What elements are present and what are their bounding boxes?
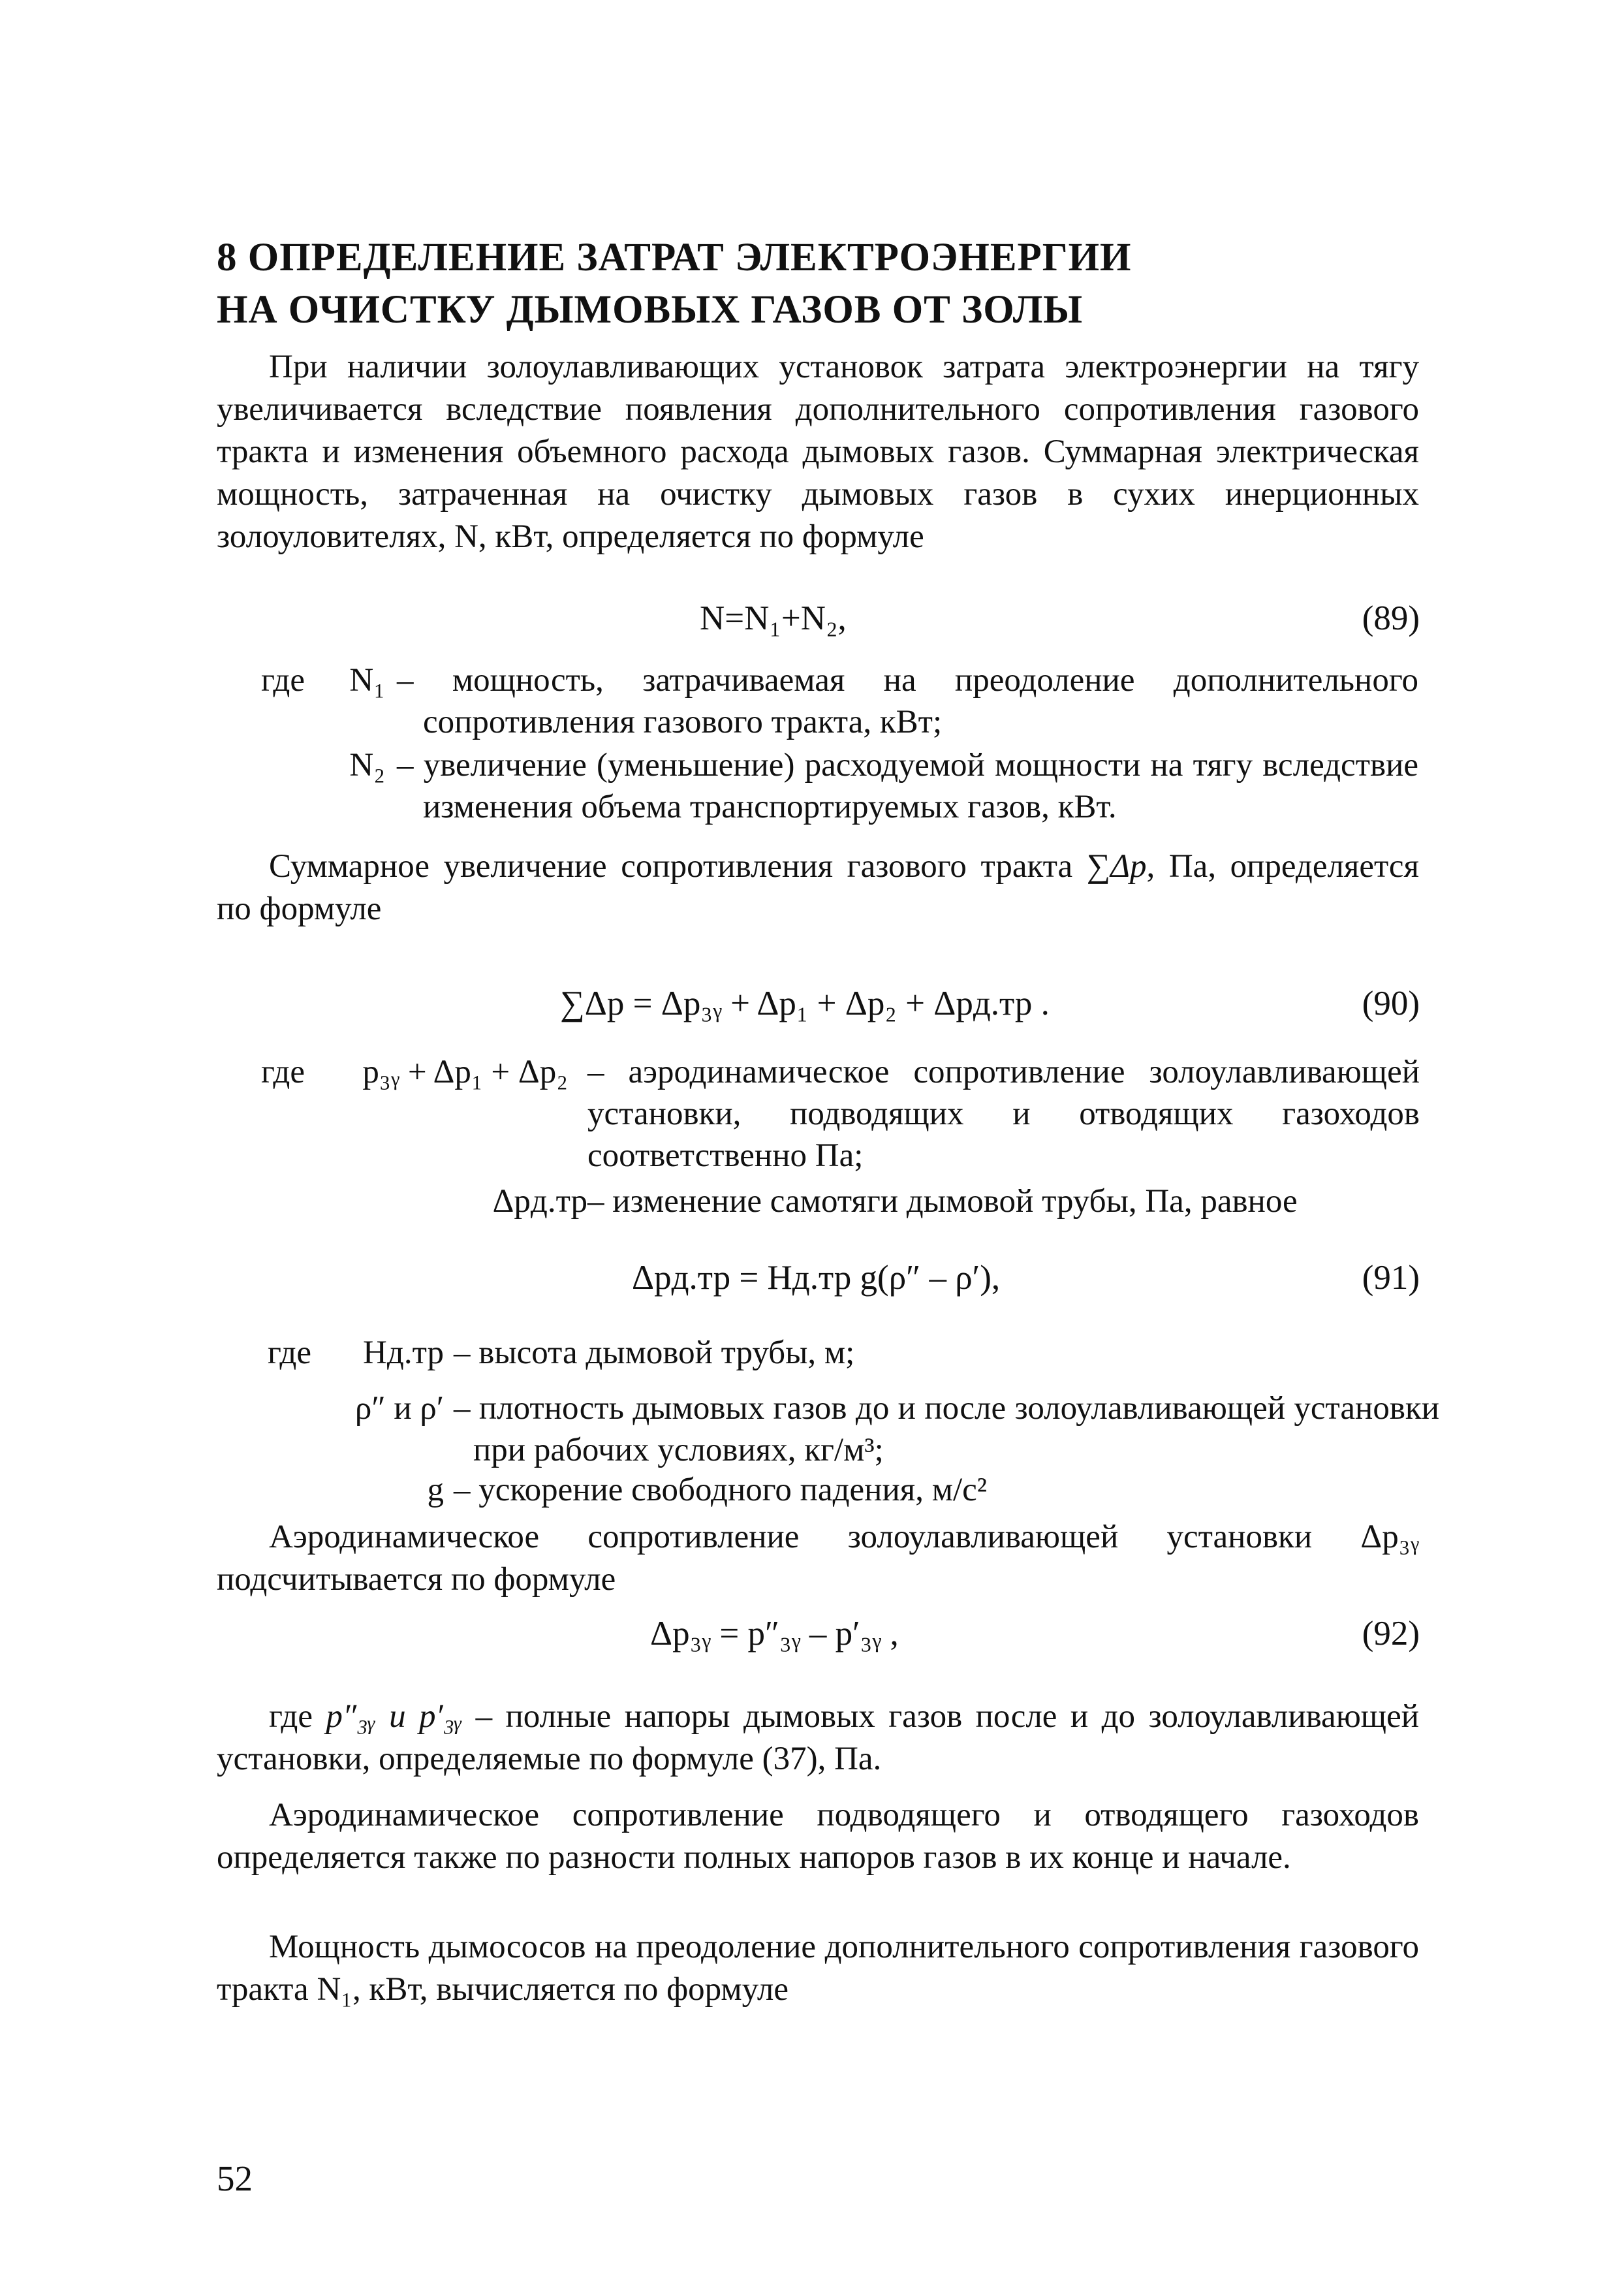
- where-label-90: где: [261, 1054, 305, 1090]
- definition-text-g: – ускорение свободного падения, м/с²: [454, 1472, 988, 1508]
- pressure-definition: – полные напоры дымовых газов после и до золоулавливающей установки, определяемые по формуле (37), Па.: [217, 1698, 1419, 1777]
- definition-text-chimney-height: – высота дымовой трубы, м;: [454, 1335, 855, 1371]
- paragraph-full-pressures: [217, 1696, 1419, 1780]
- paragraph-text-after: , Па, определяется по формуле: [217, 848, 1420, 927]
- definition-symbol-dp-chimney: Δpд.тр: [492, 1183, 587, 1220]
- paragraph-duct-resistance: Аэродинамическое сопротивление подводящего и отводящего газоходов определяется также по разности полных напоров газов в их конце и начале.: [217, 1797, 1419, 1876]
- definition-symbol-g: g: [427, 1472, 444, 1508]
- paragraph-intro: При наличии золоулавливающих установок затрата электроэнергии на тягу увеличивается вследствие появления дополнительного сопротивления газового тракта и изменения объемного расхода дымовых газов. Суммарная электрическая мощность, затраченная на очистку дымовых газов в сухих инерционных золоуловителях, N, кВт, определяется по формуле: [217, 349, 1419, 555]
- pressure-symbols: p″₃ᵧ и p′₃ᵧ: [326, 1698, 463, 1735]
- definition-text-density: – плотность дымовых газов до и после золоулавливающей установки при рабочих условиях, кг/м³;: [454, 1390, 1439, 1468]
- definition-text-pzu-sum: – аэродинамическое сопротивление золоулавливающей установки, подводящих и отводящих газоходов соответственно Па;: [587, 1054, 1420, 1174]
- equation-number-92: (92): [1362, 1615, 1420, 1653]
- where-label-92: где: [269, 1698, 313, 1735]
- definition-text-dp-chimney: – изменение самотяги дымовой трубы, Па, равное: [587, 1183, 1298, 1220]
- definition-symbol-chimney-height: Hд.тр: [363, 1335, 444, 1371]
- formula-91: Δpд.тр = Hд.тр g(ρ″ – ρ′),: [632, 1259, 1001, 1297]
- paragraph-text-before: Суммарное увеличение сопротивления газового тракта: [269, 848, 1073, 885]
- definition-text-n1: – мощность, затрачиваемая на преодоление дополнительного сопротивления газового тракта, кВт;: [397, 662, 1418, 740]
- paragraph-fan-power: Мощность дымососов на преодоление дополнительного сопротивления газового тракта N₁, кВт, вычисляется по формуле: [217, 1929, 1419, 2008]
- formula-92: Δp₃ᵧ = p″₃ᵧ – p′₃ᵧ ,: [650, 1615, 899, 1653]
- where-label-91: где: [268, 1335, 311, 1371]
- paragraph-ash-collector-resistance: Аэродинамическое сопротивление золоулавливающей установки Δp₃ᵧ подсчитывается по формуле: [217, 1519, 1419, 1598]
- formula-90: ∑Δp = Δp₃ᵧ + Δp₁ + Δp₂ + Δpд.тр .: [560, 985, 1050, 1022]
- where-label-89: где: [261, 662, 305, 699]
- equation-number-89: (89): [1362, 599, 1420, 637]
- equation-number-90: (90): [1362, 985, 1420, 1022]
- definition-text-n2: – увеличение (уменьшение) расходуемой мощности на тягу вследствие изменения объема транспортируемых газов, кВт.: [397, 747, 1418, 825]
- definition-symbol-density: ρ″ и ρ′: [354, 1390, 444, 1427]
- definition-symbol-n2: N₂: [349, 747, 385, 783]
- definition-symbol-pzu-sum: p₃ᵧ + Δp₁ + Δp₂: [362, 1054, 568, 1090]
- section-title: [217, 232, 1424, 336]
- page-number: 52: [217, 2159, 253, 2198]
- formula-89: N=N₁+N₂,: [700, 599, 847, 637]
- definition-symbol-n1: N₁: [349, 662, 385, 699]
- section-title-line-1: 8 ОПРЕДЕЛЕНИЕ ЗАТРАТ ЭЛЕКТРОЭНЕРГИИ: [217, 236, 1132, 279]
- section-title-line-2: НА ОЧИСТКУ ДЫМОВЫХ ГАЗОВ ОТ ЗОЛЫ: [217, 288, 1084, 332]
- sum-delta-p-symbol: ∑Δp: [1086, 848, 1147, 885]
- paragraph-total-resistance: [217, 846, 1419, 930]
- equation-number-91: (91): [1362, 1259, 1420, 1297]
